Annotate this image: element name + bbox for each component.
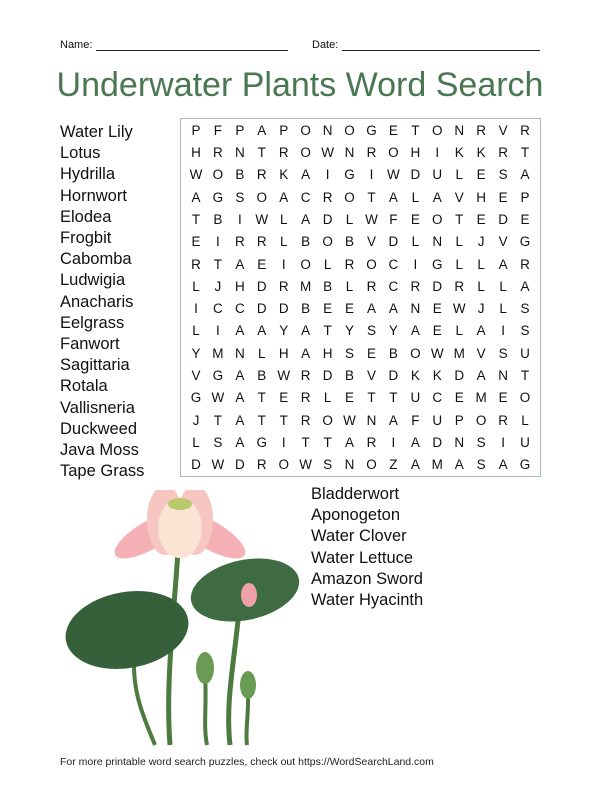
word-list-item: Vallisneria <box>60 398 135 417</box>
word-list-item: Anacharis <box>60 292 134 311</box>
grid-letter: C <box>213 301 223 317</box>
grid-letter: U <box>520 345 530 361</box>
grid-letter: R <box>300 368 311 384</box>
grid-letter: D <box>388 234 399 250</box>
grid-letter: C <box>300 189 311 205</box>
grid-letter: P <box>235 122 245 138</box>
grid-letter: L <box>455 323 463 339</box>
grid-letter: P <box>454 412 464 428</box>
grid-letter: U <box>432 412 443 428</box>
grid-letter: D <box>432 278 443 294</box>
grid-letter: W <box>255 211 269 227</box>
grid-letter: F <box>213 122 223 138</box>
grid-letter: D <box>234 457 245 473</box>
word-list-item: Ludwigia <box>60 271 126 290</box>
grid-letter: M <box>453 345 465 361</box>
grid-letter: B <box>388 345 398 361</box>
grid-letter: T <box>191 211 201 227</box>
date-label: Date: <box>312 39 339 51</box>
word-list-item: Water Clover <box>311 527 407 546</box>
grid-letter: O <box>322 234 333 250</box>
grid-letter: D <box>410 167 421 183</box>
grid-letter: A <box>345 435 355 451</box>
grid-letter: A <box>410 457 420 473</box>
letter-grid <box>180 118 541 477</box>
grid-letter: E <box>476 167 486 183</box>
grid-letter: R <box>498 412 508 428</box>
grid-letter: V <box>366 368 376 384</box>
grid-letter: I <box>435 144 440 160</box>
grid-letter: R <box>454 278 465 294</box>
grid-letter: E <box>432 323 442 339</box>
grid-letter: R <box>213 144 223 160</box>
grid-letter: S <box>498 167 508 183</box>
name-line <box>96 38 288 51</box>
grid-letter: T <box>411 122 420 138</box>
grid-letter: O <box>519 390 531 406</box>
grid-letter: A <box>476 368 486 384</box>
grid-letter: L <box>258 345 266 361</box>
grid-letter: R <box>520 256 530 272</box>
grid-letter: D <box>322 368 333 384</box>
grid-letter: C <box>388 278 399 294</box>
grid-letter: A <box>432 189 442 205</box>
grid-letter: A <box>410 323 420 339</box>
word-list-item: Duckweed <box>60 419 138 438</box>
grid-letter: W <box>277 368 291 384</box>
grid-letter: T <box>520 144 530 160</box>
grid-letter: A <box>366 301 376 317</box>
word-list-item: Amazon Sword <box>311 569 423 588</box>
grid-letter: K <box>476 144 486 160</box>
grid-letter: T <box>257 412 266 428</box>
grid-letter: Y <box>279 323 289 339</box>
grid-letter: L <box>455 167 463 183</box>
word-list-item: Lotus <box>60 144 101 163</box>
grid-letter: N <box>366 412 377 428</box>
grid-letter: R <box>344 256 355 272</box>
grid-letter: H <box>322 345 333 361</box>
grid-letter: R <box>322 189 333 205</box>
grid-letter: O <box>410 345 421 361</box>
grid-letter: E <box>345 390 355 406</box>
grid-letter: L <box>279 211 288 227</box>
grid-letter: S <box>498 345 508 361</box>
grid-letter: A <box>388 301 398 317</box>
grid-letter: A <box>301 345 311 361</box>
grid-letter: M <box>475 390 487 406</box>
grid-letter: S <box>520 323 530 339</box>
grid-letter: G <box>366 122 377 138</box>
grid-letter: W <box>387 167 400 183</box>
name-label: Name: <box>60 39 93 51</box>
grid-letter: U <box>520 435 530 451</box>
grid-letter: N <box>234 345 245 361</box>
grid-letter: V <box>476 345 486 361</box>
grid-letter: T <box>389 390 398 406</box>
grid-letter: D <box>322 211 333 227</box>
grid-letter: A <box>454 457 464 473</box>
grid-letter: D <box>432 435 443 451</box>
grid-letter: N <box>344 457 355 473</box>
grid-letter: O <box>344 189 355 205</box>
grid-letter: K <box>432 368 442 384</box>
grid-letter: D <box>278 301 289 317</box>
grid-letter: W <box>430 345 444 361</box>
grid-letter: F <box>389 211 398 227</box>
grid-letter: V <box>366 234 376 250</box>
grid-letter: R <box>191 256 201 272</box>
grid-letter: O <box>300 144 311 160</box>
grid-letter: Z <box>389 457 398 473</box>
grid-letter: V <box>498 234 508 250</box>
grid-letter: T <box>301 435 310 451</box>
grid-letter: U <box>410 390 421 406</box>
grid-letter: O <box>432 211 443 227</box>
grid-letter: I <box>281 435 286 451</box>
grid-letter: T <box>367 189 376 205</box>
grid-letter: N <box>498 368 508 384</box>
grid-letter: W <box>452 301 466 317</box>
grid-letter: E <box>257 256 267 272</box>
lotus-illustration <box>55 490 305 750</box>
grid-letter: A <box>235 368 245 384</box>
grid-letter: I <box>216 234 220 250</box>
grid-letter: W <box>211 390 225 406</box>
grid-letter: H <box>410 144 421 160</box>
grid-letter: L <box>411 189 420 205</box>
grid-letter: F <box>411 412 420 428</box>
grid-letter: A <box>388 412 398 428</box>
grid-letter: C <box>432 390 443 406</box>
grid-letter: E <box>410 211 420 227</box>
grid-letter: D <box>256 301 267 317</box>
grid-letter: O <box>475 412 487 428</box>
word-list-item: Water Hyacinth <box>311 591 424 610</box>
grid-letter: T <box>213 256 223 272</box>
grid-letter: I <box>501 323 505 339</box>
grid-letter: E <box>498 390 508 406</box>
grid-letter: N <box>432 234 443 250</box>
grid-letter: R <box>520 122 530 138</box>
grid-letter: U <box>432 167 443 183</box>
grid-letter: E <box>279 390 289 406</box>
grid-letter: A <box>498 256 508 272</box>
grid-letter: Y <box>345 323 355 339</box>
grid-letter: B <box>301 234 311 250</box>
grid-letter: G <box>256 435 268 451</box>
grid-letter: A <box>257 122 267 138</box>
grid-letter: S <box>345 345 355 361</box>
grid-letter: A <box>235 412 245 428</box>
grid-letter: R <box>476 122 487 138</box>
grid-letter: L <box>345 278 354 294</box>
word-list-item: Bladderwort <box>311 485 400 503</box>
grid-letter: L <box>499 301 507 317</box>
grid-letter: L <box>323 256 332 272</box>
grid-letter: N <box>322 122 333 138</box>
grid-letter: I <box>325 167 330 183</box>
grid-letter: G <box>190 390 202 406</box>
grid-letter: G <box>344 167 355 183</box>
grid-letter: W <box>365 211 378 227</box>
grid-letter: P <box>191 122 201 138</box>
word-list-item: Cabomba <box>60 250 132 269</box>
grid-letter: N <box>454 435 465 451</box>
grid-letter: O <box>256 189 268 205</box>
grid-letter: L <box>477 278 485 294</box>
grid-letter: R <box>366 144 377 160</box>
grid-letter: R <box>366 278 377 294</box>
grid-letter: J <box>477 301 485 317</box>
grid-letter: S <box>323 457 333 473</box>
grid-letter: D <box>191 457 201 473</box>
grid-letter: E <box>191 234 201 250</box>
word-list-item: Eelgrass <box>60 313 125 332</box>
grid-letter: R <box>498 144 508 160</box>
grid-letter: I <box>237 211 242 227</box>
grid-letter: L <box>477 256 485 272</box>
grid-letter: A <box>520 167 530 183</box>
grid-letter: Y <box>191 345 201 361</box>
grid-letter: R <box>300 412 311 428</box>
grid-letter: Y <box>388 323 398 339</box>
grid-letter: I <box>391 435 396 451</box>
grid-letter: S <box>213 435 223 451</box>
grid-letter: L <box>345 211 354 227</box>
grid-letter: N <box>454 122 465 138</box>
grid-letter: E <box>432 301 442 317</box>
grid-letter: W <box>299 457 313 473</box>
grid-letter: O <box>278 457 289 473</box>
grid-letter: W <box>321 144 334 160</box>
grid-letter: O <box>300 122 311 138</box>
grid-letter: D <box>498 211 508 227</box>
word-list-item: Tape Grass <box>60 462 145 481</box>
grid-letter: D <box>388 368 399 384</box>
grid-letter: A <box>301 323 311 339</box>
grid-letter: H <box>234 278 245 294</box>
grid-letter: I <box>501 435 505 451</box>
grid-letter: H <box>191 144 201 160</box>
grid-letter: B <box>213 211 223 227</box>
grid-letter: V <box>454 189 464 205</box>
grid-letter: B <box>323 278 333 294</box>
grid-letter: G <box>519 234 531 250</box>
grid-letter: L <box>521 412 529 428</box>
word-list-item: Fanwort <box>60 335 120 354</box>
grid-letter: B <box>235 167 245 183</box>
grid-letter: D <box>256 278 267 294</box>
grid-letter: A <box>520 278 530 294</box>
grid-letter: N <box>410 301 421 317</box>
grid-letter: R <box>278 144 289 160</box>
grid-letter: A <box>235 435 245 451</box>
grid-letter: L <box>323 390 332 406</box>
grid-letter: C <box>388 256 399 272</box>
grid-letter: H <box>476 189 487 205</box>
grid-letter: L <box>192 435 200 451</box>
grid-letter: G <box>519 457 531 473</box>
grid-letter: D <box>454 368 465 384</box>
grid-letter: T <box>323 323 332 339</box>
word-list-item: Java Moss <box>60 441 139 460</box>
grid-letter: T <box>257 390 266 406</box>
grid-letter: G <box>212 189 224 205</box>
grid-letter: T <box>520 368 530 384</box>
grid-letter: H <box>278 345 289 361</box>
grid-letter: E <box>388 122 398 138</box>
word-list-right <box>311 484 423 611</box>
grid-letter: T <box>455 211 464 227</box>
grid-letter: J <box>192 412 200 428</box>
grid-letter: A <box>301 211 311 227</box>
word-list-item: Hornwort <box>60 186 127 205</box>
grid-letter: R <box>278 278 289 294</box>
word-list-item: Aponogeton <box>311 506 401 525</box>
grid-letter: N <box>344 144 355 160</box>
grid-letter: E <box>498 189 508 205</box>
grid-letter: A <box>235 323 245 339</box>
footer-text: For more printable word search puzzles, check out https://WordSearchLand.com <box>60 756 434 768</box>
grid-letter: L <box>279 234 288 250</box>
grid-letter: R <box>366 435 377 451</box>
page-title: Underwater Plants Word Search <box>56 66 544 104</box>
grid-letter: I <box>369 167 374 183</box>
grid-letter: K <box>410 368 420 384</box>
grid-letter: A <box>235 390 245 406</box>
grid-letter: I <box>194 301 198 317</box>
grid-letter: O <box>300 256 311 272</box>
grid-letter: W <box>343 412 356 428</box>
grid-letter: J <box>477 234 485 250</box>
grid-letter: B <box>345 368 355 384</box>
grid-letter: I <box>216 323 220 339</box>
grid-letter: E <box>520 211 530 227</box>
grid-letter: P <box>279 122 289 138</box>
grid-letter: A <box>498 457 508 473</box>
grid-letter: K <box>279 167 289 183</box>
grid-letter: T <box>257 144 266 160</box>
grid-letter: R <box>300 390 311 406</box>
grid-letter: M <box>212 345 224 361</box>
grid-letter: O <box>366 256 377 272</box>
grid-letter: S <box>520 301 530 317</box>
grid-letter: I <box>413 256 418 272</box>
grid-letter: V <box>191 368 201 384</box>
grid-letter: O <box>344 122 355 138</box>
grid-letter: S <box>476 457 486 473</box>
grid-letter: R <box>256 457 267 473</box>
grid-letter: O <box>366 457 377 473</box>
grid-letter: M <box>300 278 312 294</box>
grid-letter: E <box>454 390 464 406</box>
grid-letter: G <box>432 256 443 272</box>
grid-letter: R <box>410 278 421 294</box>
grid-letter: E <box>366 345 376 361</box>
grid-letter: L <box>192 278 200 294</box>
grid-letter: M <box>431 457 443 473</box>
date-line <box>342 38 540 51</box>
grid-letter: E <box>345 301 355 317</box>
grid-letter: R <box>256 167 267 183</box>
grid-letter: A <box>257 323 267 339</box>
grid-letter: V <box>498 122 508 138</box>
grid-letter: I <box>281 256 286 272</box>
grid-letter: J <box>214 278 222 294</box>
grid-letter: S <box>366 323 376 339</box>
grid-letter: A <box>235 256 245 272</box>
word-list-item: Water Lily <box>60 123 133 141</box>
grid-letter: S <box>235 189 245 205</box>
date-field <box>312 38 540 51</box>
grid-letter: L <box>411 234 420 250</box>
grid-letter: W <box>189 167 203 183</box>
grid-letter: O <box>212 167 224 183</box>
grid-letter: T <box>279 412 288 428</box>
grid-letter: O <box>432 122 443 138</box>
grid-letter: L <box>499 278 507 294</box>
grid-letter: W <box>211 457 225 473</box>
word-list-item: Sagittaria <box>60 356 130 375</box>
grid-letter: A <box>191 189 201 205</box>
grid-letter: K <box>454 144 464 160</box>
grid-letter: B <box>301 301 311 317</box>
grid-letter: N <box>234 144 245 160</box>
word-list-item: Frogbit <box>60 229 112 248</box>
grid-letter: E <box>323 301 333 317</box>
word-list-item: Water Lettuce <box>311 548 414 567</box>
grid-letter: B <box>345 234 355 250</box>
grid-letter: A <box>476 323 486 339</box>
grid-letter: R <box>256 234 267 250</box>
grid-letter: A <box>410 435 420 451</box>
word-list-left <box>60 122 144 482</box>
grid-letter: P <box>520 189 530 205</box>
grid-letter: R <box>234 234 245 250</box>
grid-letter: A <box>301 167 311 183</box>
grid-letter: G <box>212 368 224 384</box>
grid-letter: B <box>257 368 267 384</box>
grid-letter: T <box>213 412 223 428</box>
grid-letter: O <box>388 144 399 160</box>
grid-letter: L <box>455 234 463 250</box>
word-list-item: Rotala <box>60 377 108 396</box>
grid-letter: E <box>476 211 486 227</box>
word-list-item: Hydrilla <box>60 165 116 184</box>
grid-letter: T <box>323 435 332 451</box>
word-list-item: Elodea <box>60 207 112 226</box>
grid-letter: O <box>322 412 333 428</box>
grid-letter: L <box>192 323 200 339</box>
grid-letter: L <box>455 256 463 272</box>
grid-letter: S <box>476 435 486 451</box>
grid-letter: T <box>367 390 376 406</box>
grid-letter: A <box>388 189 398 205</box>
grid-letter: A <box>279 189 289 205</box>
grid-letter: C <box>234 301 245 317</box>
name-field <box>60 38 288 51</box>
